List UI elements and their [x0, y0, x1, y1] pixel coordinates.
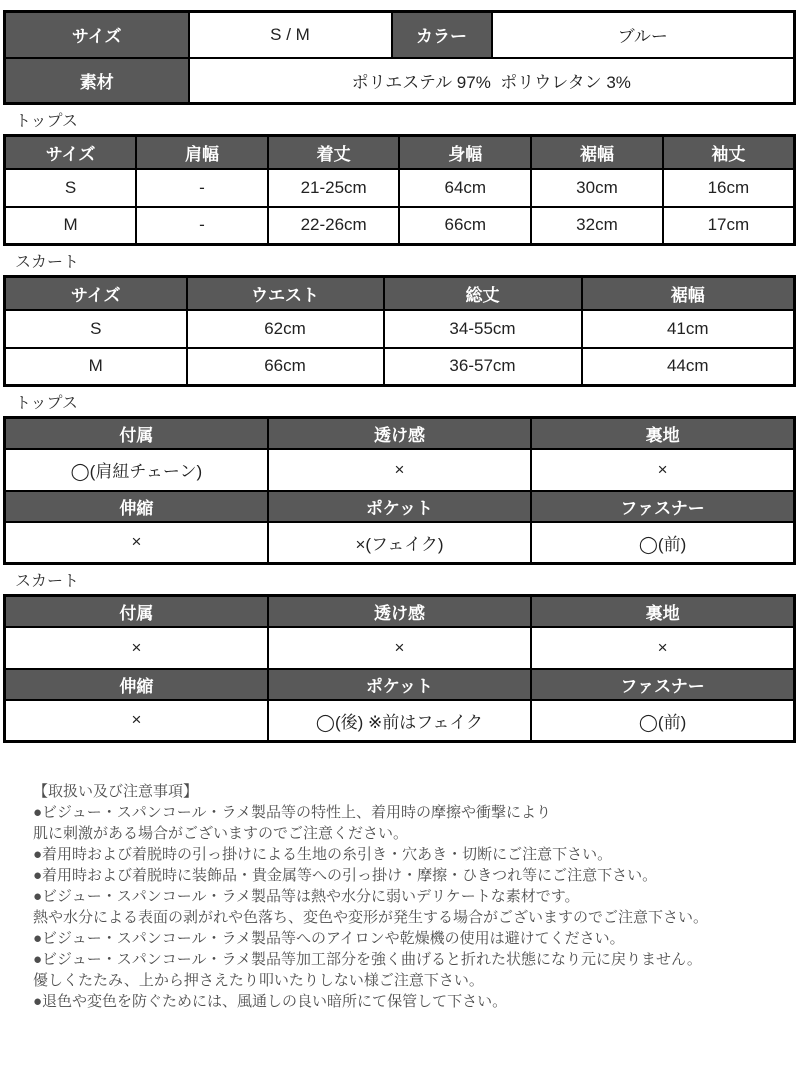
tops-detail-value-row-1 [5, 449, 795, 491]
care-note-line: ●着用時および着脱時に装飾品・貴金属等への引っ掛け・摩擦・ひきつれ等にご注意下さい。 [33, 867, 658, 884]
material-row [5, 58, 795, 104]
column-header-total-length: 総丈 [384, 277, 582, 310]
feature-value-cell: × [268, 449, 531, 491]
feature-value-cell: × [5, 700, 268, 742]
size-cell: M [5, 348, 187, 386]
column-header-pocket: ポケット [268, 669, 531, 700]
column-header-shoulder: 肩幅 [136, 136, 268, 169]
feature-value-cell: ×(フェイク) [268, 522, 531, 564]
care-note-line: ●ビジュー・スパンコール・ラメ製品等へのアイロンや乾燥機の使用は避けてください。 [33, 930, 625, 947]
measurement-cell: 62cm [187, 310, 384, 348]
size-cell: S [5, 169, 137, 207]
feature-value-cell: × [5, 627, 268, 669]
measurement-cell: 64cm [399, 169, 531, 207]
care-note-line: ●着用時および着脱時の引っ掛けによる生地の糸引き・穴あき・切断にご注意下さい。 [33, 846, 613, 863]
skirt-size-row-m [5, 348, 795, 386]
column-header-size: サイズ [5, 136, 137, 169]
feature-value-cell: × [5, 522, 268, 564]
size-cell: S [5, 310, 187, 348]
measurement-cell: 44cm [582, 348, 795, 386]
skirt-detail-value-row-1 [5, 627, 795, 669]
column-header-hem-width: 裾幅 [582, 277, 795, 310]
column-header-stretch: 伸縮 [5, 669, 268, 700]
measurement-cell: - [136, 207, 268, 245]
column-header-zipper: ファスナー [531, 491, 794, 522]
skirt-detail-header-row-1 [5, 596, 795, 627]
tops-size-table [3, 134, 796, 246]
care-notes-title: 【取扱い及び注意事項】 [33, 783, 199, 800]
material-value-cell: ポリエステル 97% ポリウレタン 3% [189, 58, 795, 104]
feature-value-cell: × [531, 449, 794, 491]
column-header-length: 着丈 [268, 136, 400, 169]
size-color-row [5, 12, 795, 58]
column-header-waist: ウエスト [187, 277, 384, 310]
tops-size-row-s [5, 169, 795, 207]
measurement-cell: 66cm [399, 207, 531, 245]
column-header-zipper: ファスナー [531, 669, 794, 700]
measurement-cell: 41cm [582, 310, 795, 348]
measurement-cell: 22-26cm [268, 207, 400, 245]
care-note-line: 肌に刺激がある場合がございますのでご注意ください。 [33, 825, 409, 842]
feature-value-cell: ◯(前) [531, 522, 794, 564]
skirt-detail-table [3, 594, 796, 743]
tops-detail-table [3, 416, 796, 565]
tops-size-row-m [5, 207, 795, 245]
column-header-size: サイズ [5, 277, 187, 310]
skirt-section-label: スカート [15, 254, 80, 271]
measurement-cell: 16cm [663, 169, 795, 207]
tops-detail-header-row-2 [5, 491, 795, 522]
material-label-cell: 素材 [5, 58, 189, 104]
column-header-sleeve: 袖丈 [663, 136, 795, 169]
feature-value-cell: ◯(後) ※前はフェイク [268, 700, 531, 742]
skirt-detail-header-row-2 [5, 669, 795, 700]
column-header-sheerness: 透け感 [268, 596, 531, 627]
column-header-pocket: ポケット [268, 491, 531, 522]
size-label-cell: サイズ [5, 12, 189, 58]
measurement-cell: - [136, 169, 268, 207]
feature-value-cell: × [531, 627, 794, 669]
spec-summary-table [3, 10, 796, 105]
size-cell: M [5, 207, 137, 245]
care-notes [33, 781, 796, 1012]
care-note-line: ●ビジュー・スパンコール・ラメ製品等加工部分を強く曲げると折れた状態になり元に戻りません。 [33, 951, 702, 968]
column-header-hem-width: 裾幅 [531, 136, 663, 169]
tops-detail-section-label: トップス [15, 395, 78, 412]
measurement-cell: 32cm [531, 207, 663, 245]
measurement-cell: 36-57cm [384, 348, 582, 386]
skirt-size-header-row [5, 277, 795, 310]
feature-value-cell: × [268, 627, 531, 669]
feature-value-cell: ◯(肩紐チェーン) [5, 449, 268, 491]
skirt-detail-section-label: スカート [15, 573, 80, 590]
column-header-accessories: 付属 [5, 596, 268, 627]
color-value-cell: ブルー [492, 12, 795, 58]
care-note-line: ●退色や変色を防ぐためには、風通しの良い暗所にて保管して下さい。 [33, 993, 508, 1010]
care-note-line: ●ビジュー・スパンコール・ラメ製品等は熱や水分に弱いデリケートな素材です。 [33, 888, 580, 905]
skirt-size-row-s [5, 310, 795, 348]
care-note-line: 優しくたたみ、上から押さえたり叩いたりしない様ご注意下さい。 [33, 972, 484, 989]
column-header-sheerness: 透け感 [268, 418, 531, 449]
tops-size-header-row [5, 136, 795, 169]
feature-value-cell: ◯(前) [531, 700, 794, 742]
measurement-cell: 30cm [531, 169, 663, 207]
column-header-accessories: 付属 [5, 418, 268, 449]
skirt-size-table [3, 275, 796, 387]
size-value-cell: S / M [189, 12, 392, 58]
column-header-lining: 裏地 [531, 418, 794, 449]
tops-section-label: トップス [15, 113, 78, 130]
tops-detail-value-row-2 [5, 522, 795, 564]
color-label-cell: カラー [392, 12, 492, 58]
care-note-line: 熱や水分による表面の剥がれや色落ち、変色や変形が発生する場合がございますのでご注意下さい。 [33, 909, 709, 926]
measurement-cell: 17cm [663, 207, 795, 245]
tops-detail-header-row-1 [5, 418, 795, 449]
measurement-cell: 34-55cm [384, 310, 582, 348]
column-header-stretch: 伸縮 [5, 491, 268, 522]
care-note-line: ●ビジュー・スパンコール・ラメ製品等の特性上、着用時の摩擦や衝撃により [33, 804, 552, 821]
skirt-detail-value-row-2 [5, 700, 795, 742]
column-header-lining: 裏地 [531, 596, 794, 627]
measurement-cell: 21-25cm [268, 169, 400, 207]
column-header-body-width: 身幅 [399, 136, 531, 169]
measurement-cell: 66cm [187, 348, 384, 386]
